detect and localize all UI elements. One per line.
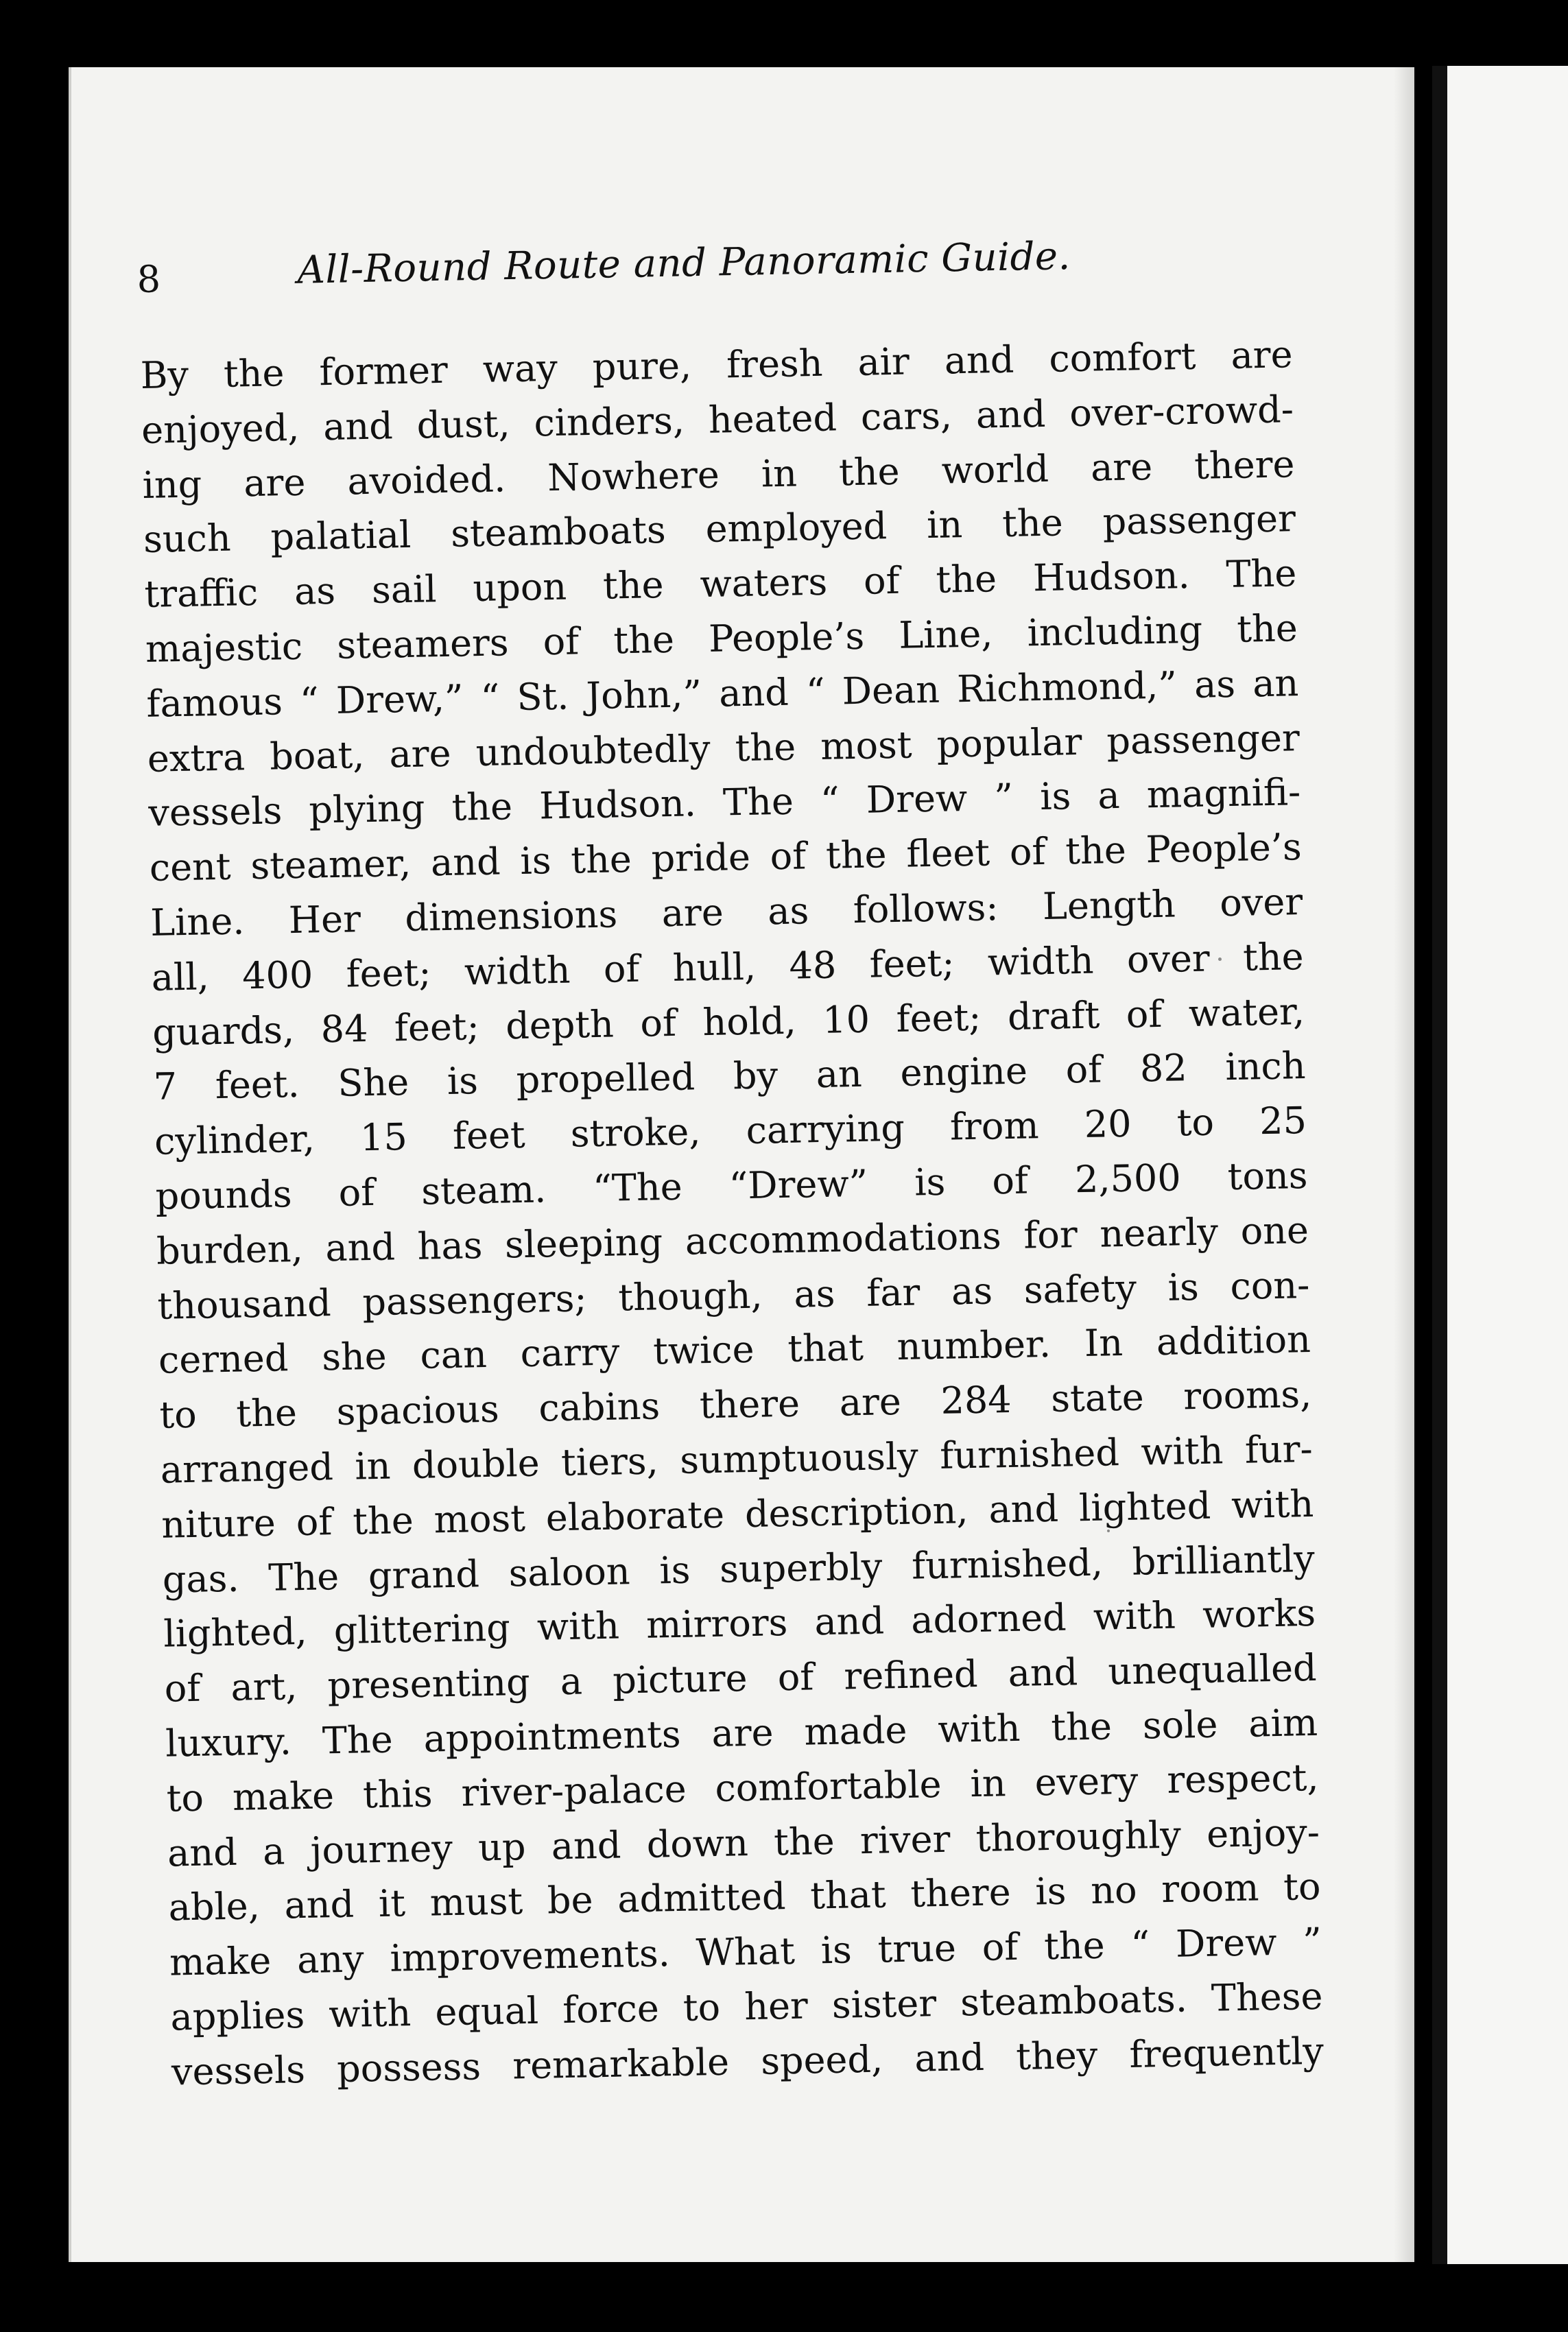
text-line: able, and it must be admitted that there is no room to [168, 1865, 1321, 1929]
text-line: famous “ Drew,” “ St. John,” and “ Dean Richmond,” as an [145, 661, 1299, 726]
text-line: luxury. The appointments are made with the sole aim [165, 1700, 1318, 1765]
body-paragraph [140, 327, 1325, 2099]
text-line: Line. Her dimensions are as follows: Length over [150, 880, 1303, 944]
text-line: applies with equal force to her sister steamboats. These [170, 1974, 1323, 2039]
running-title: All-Round Route and Panoramic Guide. [296, 234, 1071, 293]
text-line: guards, 84 feet; depth of hold, 10 feet; draft of water, [152, 989, 1305, 1054]
text-line: cylinder, 15 feet stroke, carrying from 20 to 25 [154, 1099, 1307, 1163]
text-line: enjoyed, and dust, cinders, heated cars, and over-crowd- [141, 387, 1294, 452]
text-line: vessels plying the Hudson. The “ Drew ” is a magnifi- [147, 770, 1301, 835]
text-line: burden, and has sleeping accommodations for nearly one [156, 1208, 1309, 1273]
text-line: to the spacious cabins there are 284 state rooms, [158, 1372, 1312, 1437]
text-line: to make this river-palace comfortable in every respect, [166, 1755, 1320, 1820]
text-line: lighted, glittering with mirrors and adorned with works [163, 1591, 1316, 1656]
text-line: By the former way pure, fresh air and comfort are [140, 333, 1294, 397]
text-line: make any improvements. What is true of the “ Drew ” [169, 1919, 1322, 1984]
page-edge-shadow [1394, 67, 1414, 2262]
text-line: all, 400 feet; width of hull, 48 feet; width over the [151, 934, 1305, 999]
text-line: vessels possess remarkable speed, and they frequently [171, 2029, 1325, 2094]
text-line: traffic as sail upon the waters of the Hudson. The [143, 551, 1297, 617]
adjacent-page-edge [1432, 66, 1568, 2264]
text-line: cerned she can carry twice that number. In addition [158, 1318, 1311, 1383]
text-line: gas. The grand saloon is superbly furnished, brilliantly [162, 1536, 1316, 1602]
text-line: ing are avoided. Nowhere in the world are there [142, 442, 1295, 507]
text-line: niture of the most elaborate description, and lighted with [161, 1482, 1314, 1547]
text-line: and a journey up and down the river thoroughly enjoy- [167, 1810, 1320, 1875]
text-line: thousand passengers; though, as far as safety is con- [157, 1263, 1310, 1328]
text-line: of art, presenting a picture of refined and unequalled [164, 1646, 1318, 1711]
text-line: arranged in double tiers, sumptuously furnished with fur- [160, 1427, 1314, 1492]
text-line: pounds of steam. “The “Drew” is of 2,500 tons [155, 1153, 1308, 1218]
text-line: extra boat, are undoubtedly the most popular passenger [147, 715, 1300, 781]
text-line: cent steamer, and is the pride of the fleet of the People’s [149, 825, 1303, 890]
book-page [69, 67, 1414, 2262]
page-number: 8 [136, 257, 161, 301]
text-line: 7 feet. She is propelled by an engine of 82 inch [153, 1044, 1307, 1109]
page-header [136, 230, 1304, 333]
text-line: such palatial steamboats employed in the passenger [143, 497, 1296, 562]
text-line: majestic steamers of the People’s Line, including the [145, 606, 1298, 671]
